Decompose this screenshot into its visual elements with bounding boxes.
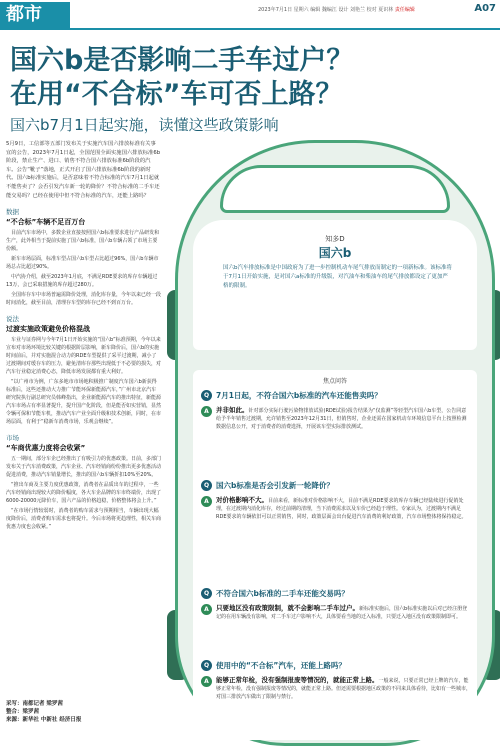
issue-meta-tag: 责任编辑 [394, 7, 415, 13]
answer-lead: 能够正常年检，没有强制报废等情况的，就能正常上路。 [216, 676, 379, 684]
page-number: A07 [474, 3, 496, 14]
section-paragraph: 车业与证券网与今年7月1日开始实施的“国六b”标准预期，今年以来宣布对市场环境比较关键的根据阶层影响，新车降价后，国六b的实施时间前后，并对实施混合动力的RDE车型提供了采平过渡期，减小了过渡期间对缓存车的压力，避免清库存那些出现低于不必要的损失，对汽车行业稳定消费心态，降低市场发展都有重大利好。 [6, 337, 162, 376]
focus-panel [193, 370, 477, 740]
answer-text [216, 496, 471, 521]
answer-icon: A [201, 604, 212, 615]
section-market [6, 434, 161, 531]
question-text: 国六b标准是否会引发新一轮降价？ [216, 481, 334, 490]
section-paragraph: “在市场行情较弱时，消费者的购车需求与预期相当，车辆出现大幅度降价后，消费者购车需求也将提升。今后市场将更趋理性，相关车商优惠力度也会收紧。” [6, 508, 162, 531]
answer-body: 一般来说，只要正常已经上牌的汽车，能够正常年检，没有强制报废等情况的，就能正常上路。但还需要根据地区政策的不同来具体看待，比如有一些城市，对国三排放汽车做出了限制与禁行。 [216, 678, 472, 700]
answer-icon: A [201, 406, 212, 417]
question-text: 7月1日起，不符合国六b标准的汽车还能售卖吗？ [216, 391, 382, 400]
qa-item [201, 660, 471, 701]
answer-lead: 只要地区没有政策限制，就不会影响二手车过户。 [216, 604, 359, 612]
focus-label: 焦点问答 [322, 378, 347, 385]
qa-item [201, 390, 471, 431]
section-paragraph: 五一期间，部分车企已经推出了有吸引力的优惠政策。日前，多部门发布关于汽车消费政策，汽车企业、汽车经销商纷纷推出更多优惠活动促进消费，推动汽车销量增长，推出的国六b车辆折扣10%至20%。 [6, 456, 162, 479]
subheadline: 国六b7月1日起实施，读懂这些政策影响 [10, 116, 279, 134]
answer-body: 目前来看，新标准对价格影响不大，目前不满足RDE要求的库存车辆已经陆续进行促销处理，在过渡期内消化库存，经过前期的清理，当下消费需求以及车价已经趋于理性。专家认为，过渡期内不满足RDE要求的车辆依旧可以正常销售，同时，政策层面会出台促进汽车消费的利好政策，汽车市场整体将保持稳定。 [216, 498, 467, 520]
know-label: 知多D [325, 235, 345, 243]
qa-item [201, 480, 471, 521]
section-kicker: 数据 [6, 208, 19, 217]
page-header [0, 0, 500, 30]
credit-line: 采写：南都记者 梁罗茜 [6, 701, 63, 707]
answer-lead: 并非如此。 [216, 406, 249, 414]
section-title: “车商优惠力度将会收紧” [6, 444, 86, 453]
know-title: 国六b [318, 246, 352, 260]
answer-text [216, 676, 471, 701]
section-paragraph: 目前汽车市场中，多数企业直接按照国六b标准要求进行产品研发和生产，此外相当于提前实施了国六b标准，国六b车辆占领了市场主要份额。 [6, 230, 160, 253]
article-body [6, 140, 161, 533]
credits [6, 700, 81, 724]
section-tag: 都市 [0, 2, 70, 28]
section-paragraph: 新车市场层面，标准车型占国六b车型占比超过96%，国六b车辆市场总占比超过90%。 [6, 256, 159, 271]
answer-icon: A [201, 676, 212, 687]
question-icon: Q [201, 660, 212, 671]
section-kicker: 说法 [6, 315, 19, 324]
question-icon: Q [201, 588, 212, 599]
qa-item [201, 588, 471, 621]
car-illustration [175, 140, 495, 746]
car-windshield [220, 165, 450, 213]
section-title: “不合标”车辆不足百万台 [6, 218, 86, 227]
section-paragraph: 中汽协介绍，截至2023年1月底，不满足RDE要求的库存车辆超过13万，会已采取措施的库存超过280万。 [6, 274, 158, 289]
headline [10, 44, 490, 112]
question-icon: Q [201, 480, 212, 491]
section-paragraph: 全国库存车中市场普遍需降价处理，消化库存量，今年以来已经一段时间消化，截至目前，清理存车型的库存已经不到百万台。 [6, 292, 162, 307]
question-text: 使用中的“不合标”汽车，还能上路吗？ [216, 661, 346, 670]
section-title: 过渡实施政策避免价格混战 [6, 325, 90, 334]
section-statement [6, 315, 161, 426]
know-panel [193, 220, 477, 350]
issue-meta [258, 6, 415, 13]
credit-line: 整合：梁罗茜 [6, 709, 40, 715]
answer-body: 新标准实施后，国六b标准实施以后对已经注册登记的在用车辆没有影响，对二手车过户影响不大，具体要看当地的迁入标准，只要迁入地区没有政策限制即可。 [216, 606, 468, 620]
know-text: 国六b汽车排放标准是中国政府为了进一步控制机动车尾气排放而制定的一项新标准。该标准将于7月1日开始实施，是对国六a标准的升级版，对汽油车和柴油车的尾气排放都设定了更加严格的限制。 [223, 265, 452, 289]
intro-paragraph: 5月9日，工信部等五部门发布关于实施汽车国六排放标准有关事宜的公告，2023年7月1日起，全国范围全面实施国六排放标准6b阶段，禁止生产、进口、销售不符合国六排放标准6b阶段的汽车。公告“靴子”落地，正式开启了国六排放标准6b阶段的新时代。国六b标准实施后，是否意味着不符合标准的汽车7月1日起就不能售卖了？会否引发汽车新一轮的降价？不符合标准的二手车还能交易吗？已经在使用中但不符合标准的汽车，还能上路吗？ [6, 141, 161, 199]
answer-icon: A [201, 496, 212, 507]
headline-line-2: 在用“不合标”车可否上路？ [10, 79, 343, 110]
answer-text [216, 604, 471, 621]
section-paragraph: “推出车商及主要力度优惠政策，消费者在品质出车的过程中，一些汽车经销商出现较大的降价幅度，各大车企品牌的车市终端价，出现了6000-20000元降价车，国六产品的价格趋稳，价格整体将会上升。” [6, 482, 162, 505]
credit-line: 来源：新华社 中新社 经济日报 [6, 717, 82, 723]
answer-text [216, 406, 471, 431]
answer-lead: 对价格影响不大。 [216, 496, 268, 504]
answer-body: 针对部分实际行驶污染物排放试验(RDE试验)报告结果为“仅监测”等轻型汽车国六b车型，公告同意给予半年销售过渡期，允许销售至2023年12月31日，但销售时，企业还需在国家机动车环境信息平台上按照检测数据信息公开，对于消费者的消费选择，开展该车型实际排放测试。 [216, 408, 467, 430]
section-paragraph: “以广州市为例，广东多地市市场地积极推广制度汽车国六b新获得标准后，这些还推动大力推广节能环保新能源汽车，”广州市北京汽车研究院执行副总研究员韩峰指出，企业新能源汽车的推出特征，新能源汽车市场占有率显著提升，提升国产化阶段，但是能否如实营销，显然令辆可保和节能车机，推动汽车产业全面升级和技术创新，同时，在市场层面，有利于“稳新车消费市场，乐观会继续”。 [6, 379, 162, 426]
issue-meta-text: 2023年7月1日 星期六 编辑 魏编江 设计 刘艳兰 校对 夏识林 [258, 7, 394, 13]
section-data [6, 208, 161, 307]
question-icon: Q [201, 390, 212, 401]
headline-line-1: 国六b是否影响二手车过户？ [10, 45, 354, 76]
section-kicker: 市场 [6, 434, 19, 443]
question-text: 不符合国六b标准的二手车还能交易吗？ [216, 589, 349, 598]
